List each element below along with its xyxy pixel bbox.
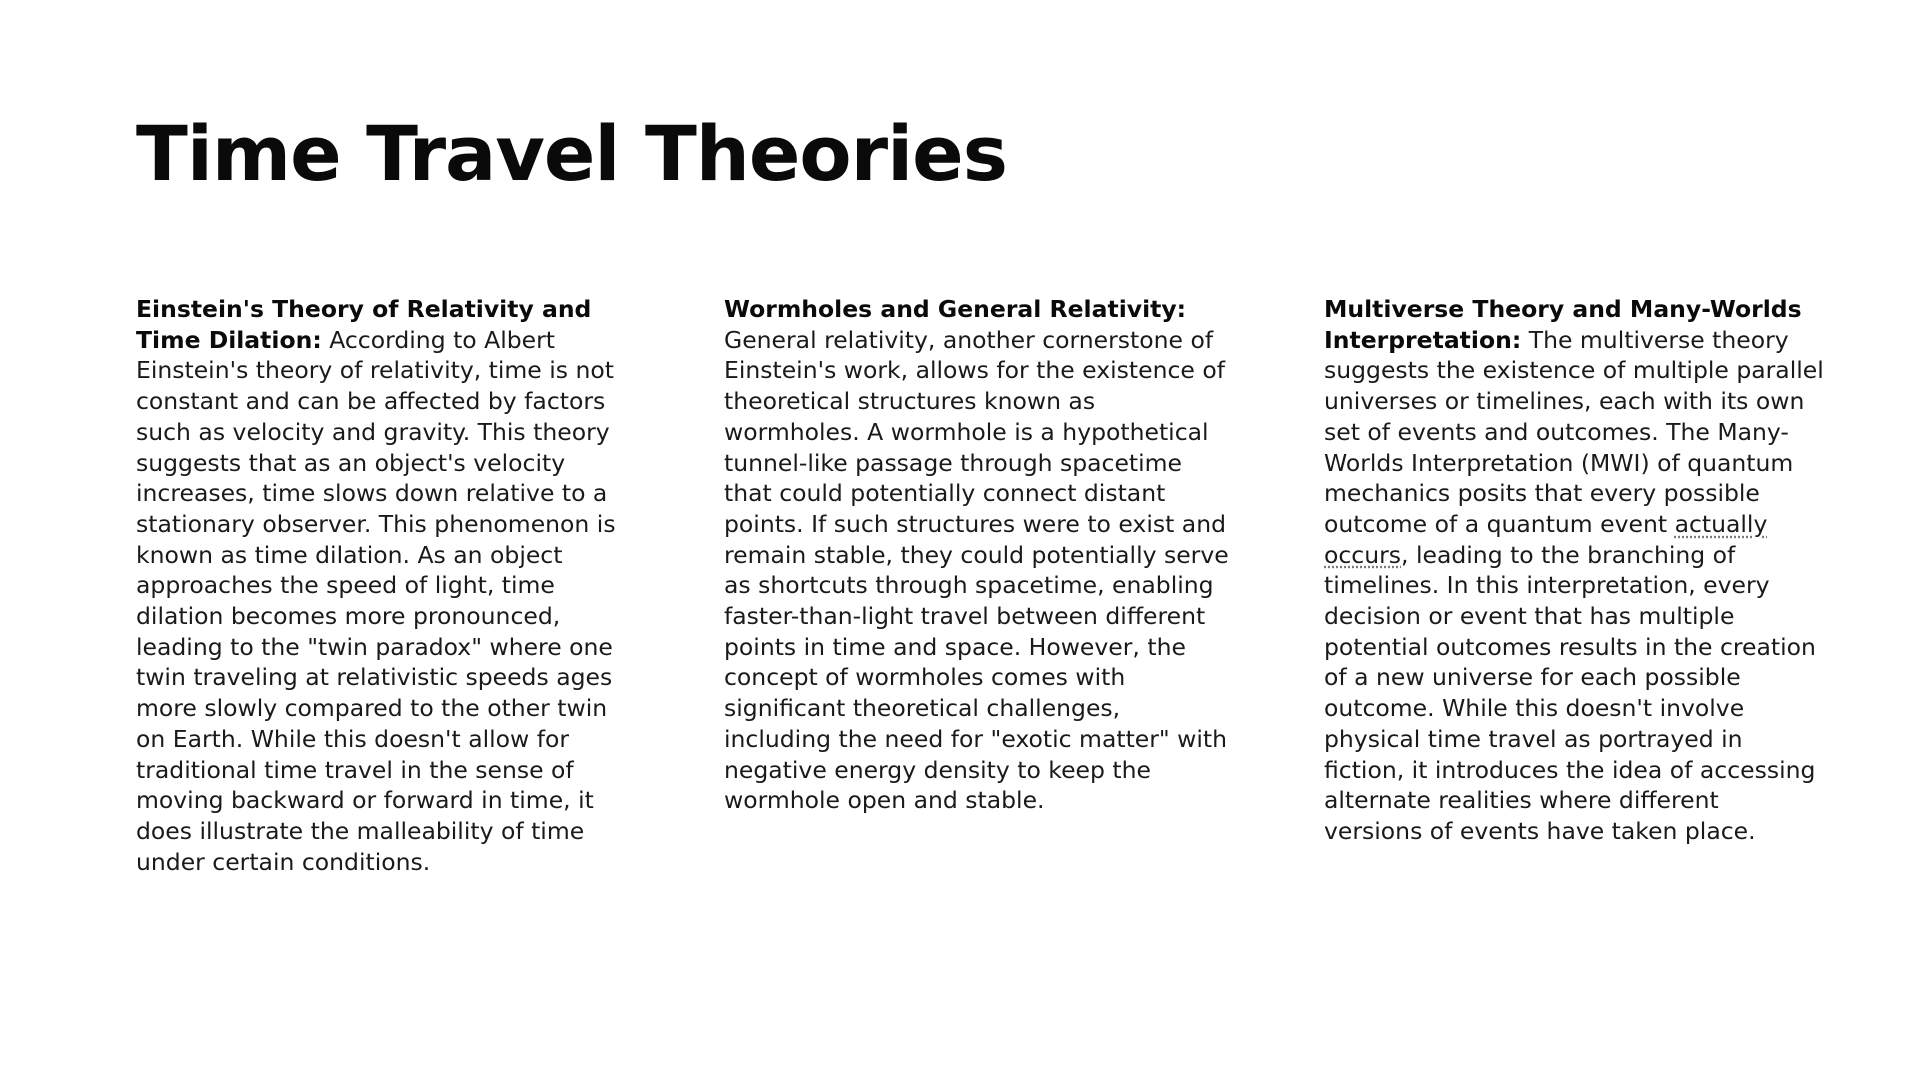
column-wormholes[interactable] xyxy=(724,294,1234,816)
column-relativity[interactable] xyxy=(136,294,636,877)
column-body-start: The multiverse theory suggests the existence of multiple parallel universes or timelines, each with its own set of events and outcomes. The Many-Worlds Interpretation (MWI) of quantum mechanics posits that every possible outcome of a quantum event xyxy=(1324,325,1824,538)
column-heading: Einstein's Theory of Relativity and Time Dilation: xyxy=(136,295,592,354)
column-heading: Multiverse Theory and Many-Worlds Interpretation: xyxy=(1324,295,1802,354)
column-body-end: , leading to the branching of timelines. In this interpretation, every decision or event that has multiple potential outcomes results in the creation of a new universe for each possible outcome. While this doesn't involve physical time travel as portrayed in fiction, it introduces the idea of accessing alternate realities where different versions of events have taken place. xyxy=(1324,540,1816,845)
column-heading: Wormholes and General Relativity: xyxy=(724,295,1187,323)
spellcheck-flagged-text: actually occurs xyxy=(1324,509,1768,569)
slide-title[interactable]: Time Travel Theories xyxy=(136,109,1007,198)
column-body: According to Albert Einstein's theory of relativity, time is not constant and can be affected by factors such as velocity and gravity. This theory suggests that as an object's velocity increases, time slows down relative to a stationary observer. This phenomenon is known as time dilation. As an object approaches the speed of light, time dilation becomes more pronounced, leading to the "twin paradox" where one twin traveling at relativistic speeds ages more slowly compared to the other twin on Earth. While this doesn't allow for traditional time travel in the sense of moving backward or forward in time, it does illustrate the malleability of time under certain conditions. xyxy=(136,325,616,876)
column-multiverse[interactable] xyxy=(1324,294,1824,847)
column-body: General relativity, another cornerstone of Einstein's work, allows for the existence of theoretical structures known as wormholes. A wormhole is a hypothetical tunnel-like passage through spacetime that could potentially connect distant points. If such structures were to exist and remain stable, they could potentially serve as shortcuts through spacetime, enabling faster-than-light travel between different points in time and space. However, the concept of wormholes comes with significant theoretical challenges, including the need for "exotic matter" with negative energy density to keep the wormhole open and stable. xyxy=(724,325,1229,815)
